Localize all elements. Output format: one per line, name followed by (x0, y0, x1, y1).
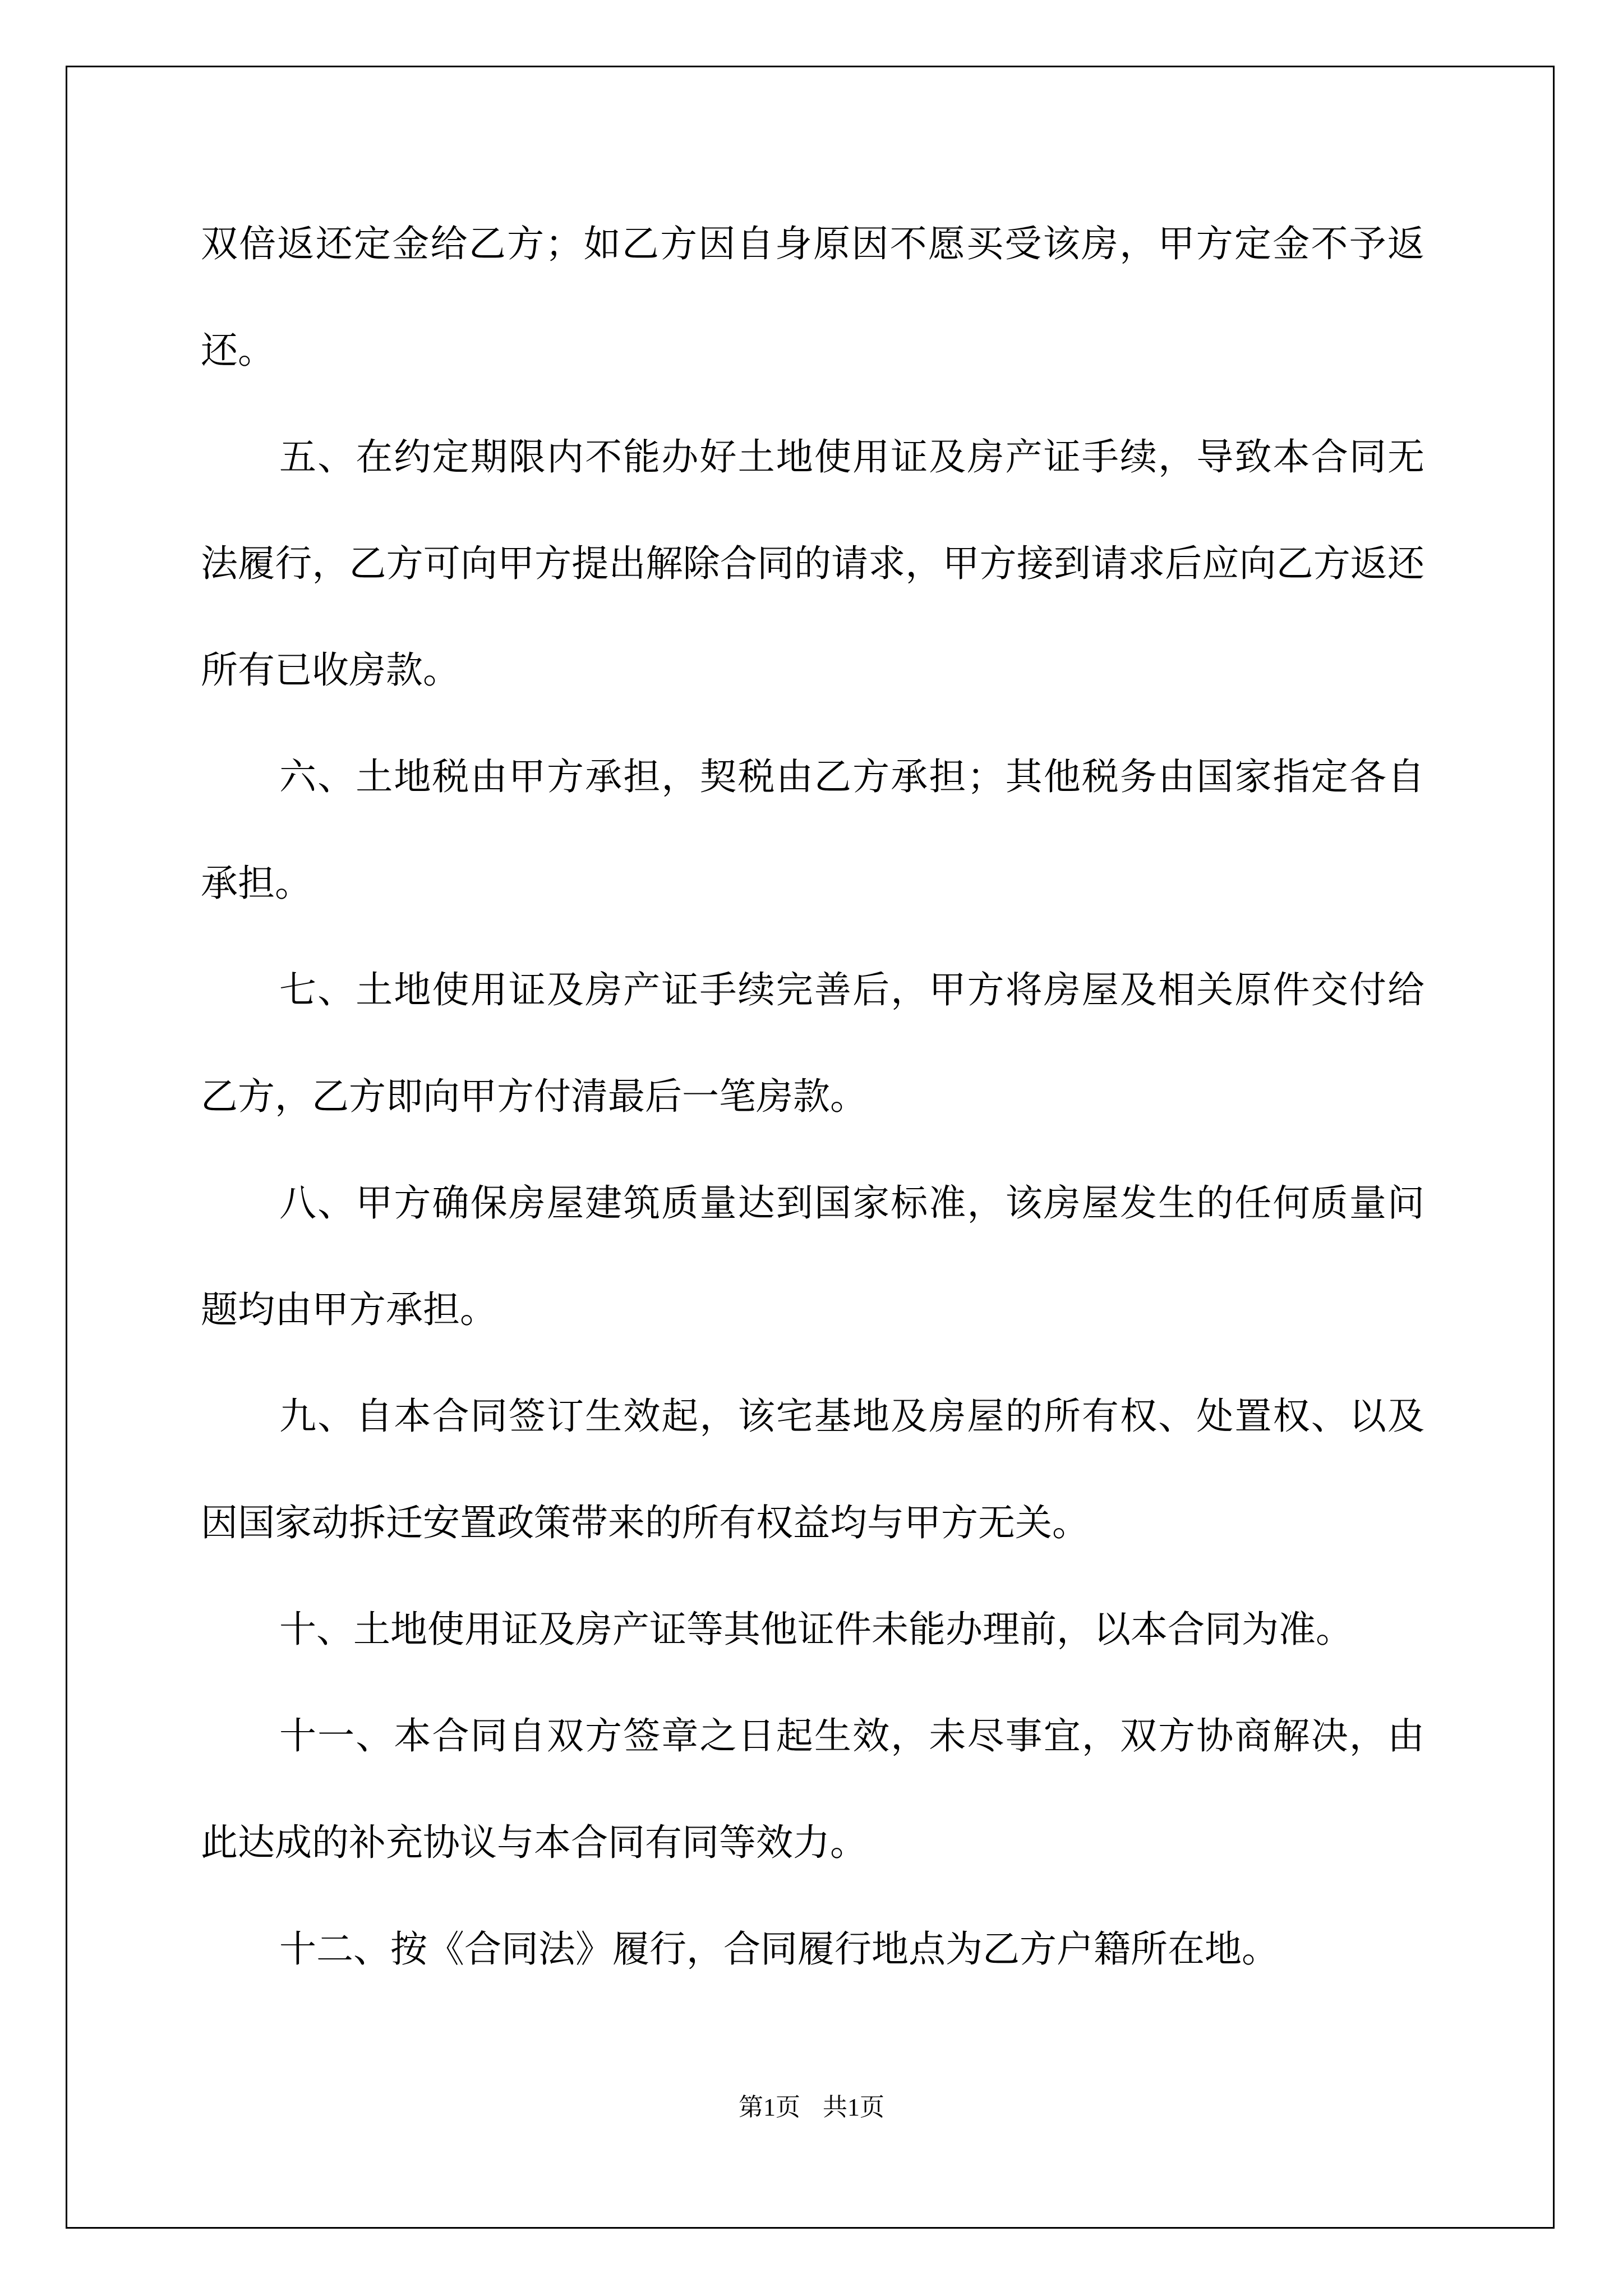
paragraph-clause-9: 九、自本合同签订生效起，该宅基地及房屋的所有权、处置权、以及因国家动拆迁安置政策带来的所有权益均与甲方无关。 (201, 1395, 1424, 1544)
paragraph-clause-7: 七、土地使用证及房产证手续完善后，甲方将房屋及相关原件交付给乙方，乙方即向甲方付清最后一笔房款。 (201, 968, 1424, 1118)
paragraph-clause-6: 六、土地税由甲方承担，契税由乙方承担；其他税务由国家指定各自承担。 (201, 755, 1424, 905)
paragraph-clause-5: 五、在约定期限内不能办好土地使用证及房产证手续，导致本合同无法履行，乙方可向甲方提出解除合同的请求，甲方接到请求后应向乙方返还所有已收房款。 (201, 435, 1424, 692)
paragraph-clause-12: 十二、按《合同法》履行，合同履行地点为乙方户籍所在地。 (279, 1927, 1279, 1971)
page-number-current: 第1页 (739, 2093, 800, 2121)
page-number-total: 共1页 (823, 2093, 884, 2121)
document-body (201, 191, 1424, 2003)
page-footer (0, 2087, 1623, 2123)
paragraph-deposit-return: 双倍返还定金给乙方；如乙方因自身原因不愿买受该房，甲方定金不予返还。 (201, 222, 1424, 372)
paragraph-clause-8: 八、甲方确保房屋建筑质量达到国家标准，该房屋发生的任何质量问题均由甲方承担。 (201, 1181, 1424, 1331)
paragraph-clause-10: 十、土地使用证及房产证等其他证件未能办理前，以本合同为准。 (279, 1608, 1353, 1651)
paragraph-clause-11: 十一、本合同自双方签章之日起生效，未尽事宜，双方协商解决，由此达成的补充协议与本合同有同等效力。 (201, 1714, 1424, 1864)
